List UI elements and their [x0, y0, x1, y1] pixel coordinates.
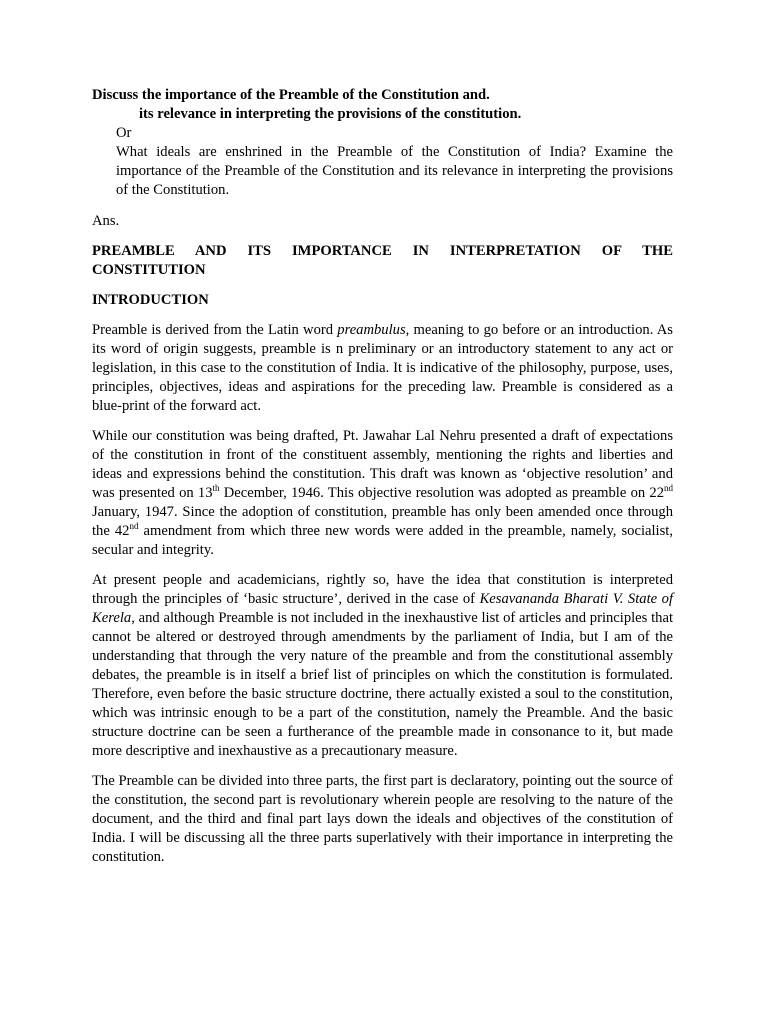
paragraph-3-text-a: At present people and academicians, rightly so, have the idea that constitution is interpreted through the principles of ‘basic structure’, derived in the case of — [92, 572, 673, 607]
paragraph-2-text-a: While our constitution was being drafted, Pt. Jawahar Lal Nehru presented a draft of expectations of the constitution in front of the constituent assembly, mentioning the rights and liberties and ideas and expressions behind the constitution. This draft was known as ‘objective resolution’ and was presented on 13 — [92, 428, 673, 501]
paragraph-2-text-d: amendment from which three new words were added in the preamble, namely, socialist, secular and integrity. — [92, 523, 673, 558]
case-name: Kesavananda Bharati V. State of Kerela — [92, 591, 673, 626]
question-line-1: Discuss the importance of the Preamble of the Constitution and. — [92, 87, 490, 103]
answer-label: Ans. — [92, 213, 120, 229]
document-page — [92, 86, 673, 867]
section-heading: INTRODUCTION — [92, 292, 209, 308]
paragraph-3-text-b: , and although Preamble is not included in the inexhaustive list of articles and principles that cannot be altered or destroyed through amendments by the parliament of India, but I am of the understanding that through the very nature of the preamble and from the constitutional assembly debates, the preamble is in itself a brief list of principles on which the constitution is formulated. Therefore, even before the basic structure doctrine, there actually existed a soul to the constitution, which was intrinsic enough to be a part of the constitution, namely the Preamble. And the basic structure doctrine can be seen a furtherance of the preamble made in consonance to it, but made more descriptive and inexhaustive as a precautionary measure. — [92, 610, 673, 759]
alternate-question-block — [116, 124, 673, 200]
paragraph-2-text-c: January, 1947. Since the adoption of constitution, preamble has only been amended once through the 42 — [92, 504, 673, 539]
or-label: Or — [116, 125, 132, 141]
main-heading-line-2: CONSTITUTION — [92, 262, 206, 278]
paragraph-1-text-a: Preamble is derived from the Latin word — [92, 322, 338, 338]
paragraph-three-parts: The Preamble can be divided into three parts, the first part is declaratory, pointing out the source of the constitution, the second part is revolutionary wherein people are resolving to the nature of the document, and the third and final part lays down the ideals and objectives of the constitution of India. I will be discussing all the three parts superlatively with their importance in interpreting the constitution. — [92, 773, 673, 865]
ordinal-superscript: nd — [664, 483, 673, 494]
paragraph-2-text-b: December, 1946. This objective resolution was adopted as preamble on 22 — [219, 485, 664, 501]
paragraph-1-italic-term: preambulus — [337, 322, 406, 338]
paragraph-introduction — [92, 321, 673, 416]
paragraph-basic-structure — [92, 571, 673, 761]
main-heading-line-1: PREAMBLE AND ITS IMPORTANCE IN INTERPRETATION OF THE — [92, 243, 673, 259]
alternate-question: What ideals are enshrined in the Preamble of the Constitution of India? Examine the importance of the Preamble of the Constitution and its relevance in interpreting the provisions of the Constitution. — [116, 144, 673, 198]
paragraph-1-text-b: , meaning to go before or an introduction. As its word of origin suggests, preamble is n preliminary or an introductory statement to any act or legislation, in this case to the constitution of India. It is indicative of the philosophy, purpose, uses, principles, objectives, ideas and aspirations for the preceding law. Preamble is considered as a blue-print of the forward act. — [92, 322, 673, 414]
paragraph-objective-resolution — [92, 427, 673, 560]
ordinal-superscript: th — [212, 483, 220, 494]
ordinal-superscript: nd — [129, 521, 139, 532]
question-line-2: its relevance in interpreting the provisions of the constitution. — [139, 106, 522, 122]
main-heading — [92, 242, 673, 280]
